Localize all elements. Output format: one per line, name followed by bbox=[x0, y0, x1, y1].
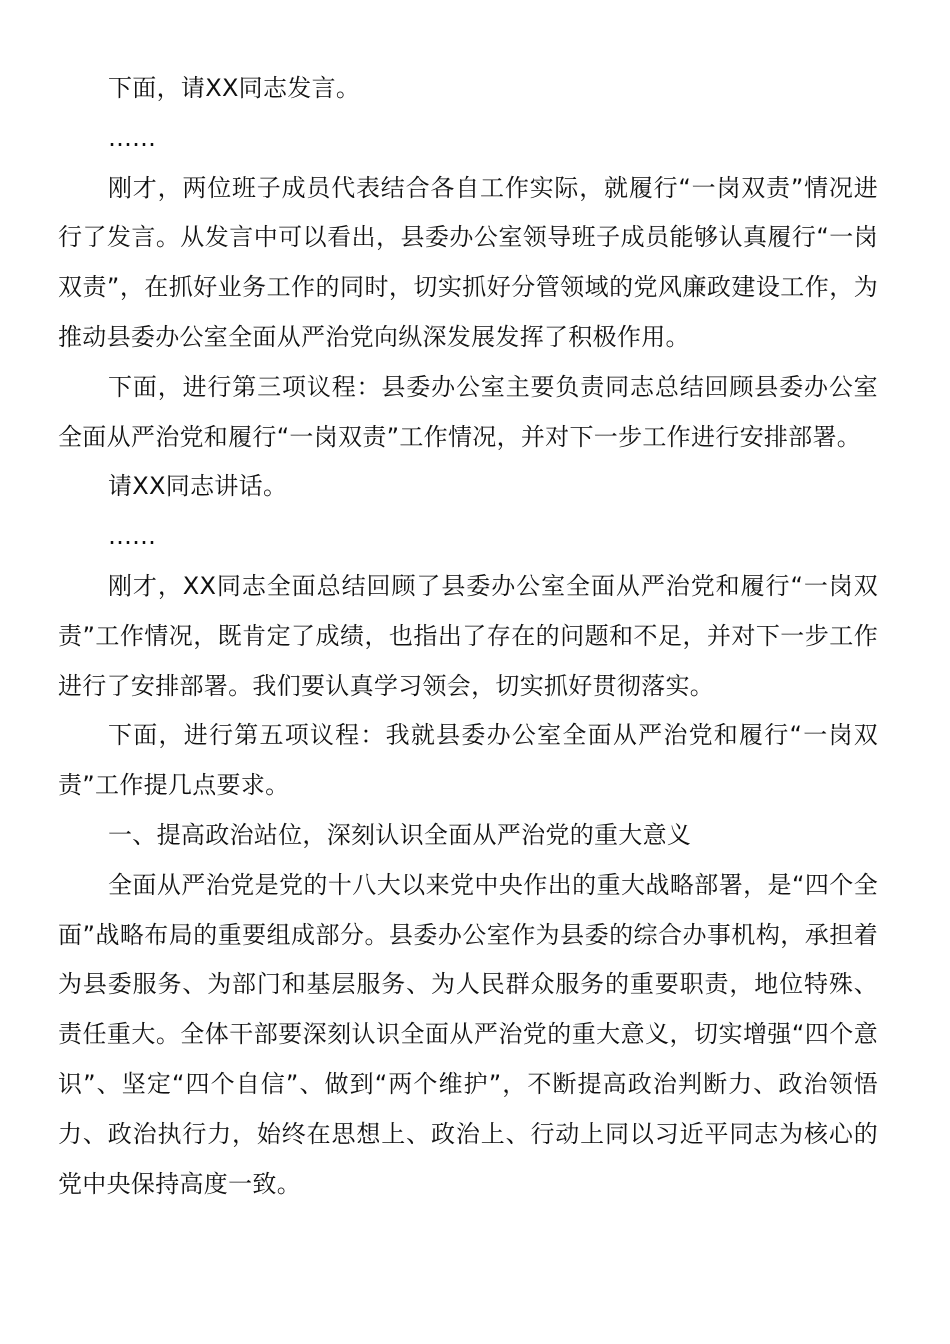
paragraph-ellipsis: …… bbox=[108, 123, 156, 152]
paragraph-agenda-item-five: 下面，进行第五项议程：我就县委办公室全面从严治党和履行“一岗双责”工作提几点要求。 bbox=[58, 721, 878, 800]
paragraph-summary-speeches: 刚才，两位班子成员代表结合各自工作实际，就履行“一岗双责”情况进行了发言。从发言中可以看出，县委办公室领导班子成员能够认真履行“一岗双责”，在抓好业务工作的同时，切实抓好分管领域的党风廉政建设工作，为推动县委办公室全面从严治党向纵深发展发挥了积极作用。 bbox=[58, 173, 878, 351]
paragraph-ellipsis-second: …… bbox=[108, 522, 156, 551]
document-page bbox=[58, 64, 878, 1209]
paragraph-invite-speech: 请XX同志讲话。 bbox=[108, 472, 288, 501]
section-heading: 一、提高政治站位，深刻认识全面从严治党的重大意义 bbox=[108, 820, 692, 849]
paragraph-invite-speaker: 下面，请XX同志发言。 bbox=[108, 74, 361, 102]
paragraph-speech-summary: 刚才，XX同志全面总结回顾了县委办公室全面从严治党和履行“一岗双责”工作情况，既肯定了成绩，也指出了存在的问题和不足，并对下一步工作进行了安排部署。我们要认真学习领会，切实抓好贯彻落实。 bbox=[58, 571, 878, 700]
paragraph-agenda-item-three: 下面，进行第三项议程：县委办公室主要负责同志总结回顾县委办公室全面从严治党和履行“一岗双责”工作情况，并对下一步工作进行安排部署。 bbox=[58, 372, 878, 451]
section-body-paragraph: 全面从严治党是党的十八大以来党中央作出的重大战略部署，是“四个全面”战略布局的重要组成部分。县委办公室作为县委的综合办事机构，承担着为县委服务、为部门和基层服务、为人民群众服务的重要职责，地位特殊、责任重大。全体干部要深刻认识全面从严治党的重大意义，切实增强“四个意识”、坚定“四个自信”、做到“两个维护”，不断提高政治判断力、政治领悟力、政治执行力，始终在思想上、政治上、行动上同以习近平同志为核心的党中央保持高度一致。 bbox=[58, 870, 878, 1198]
